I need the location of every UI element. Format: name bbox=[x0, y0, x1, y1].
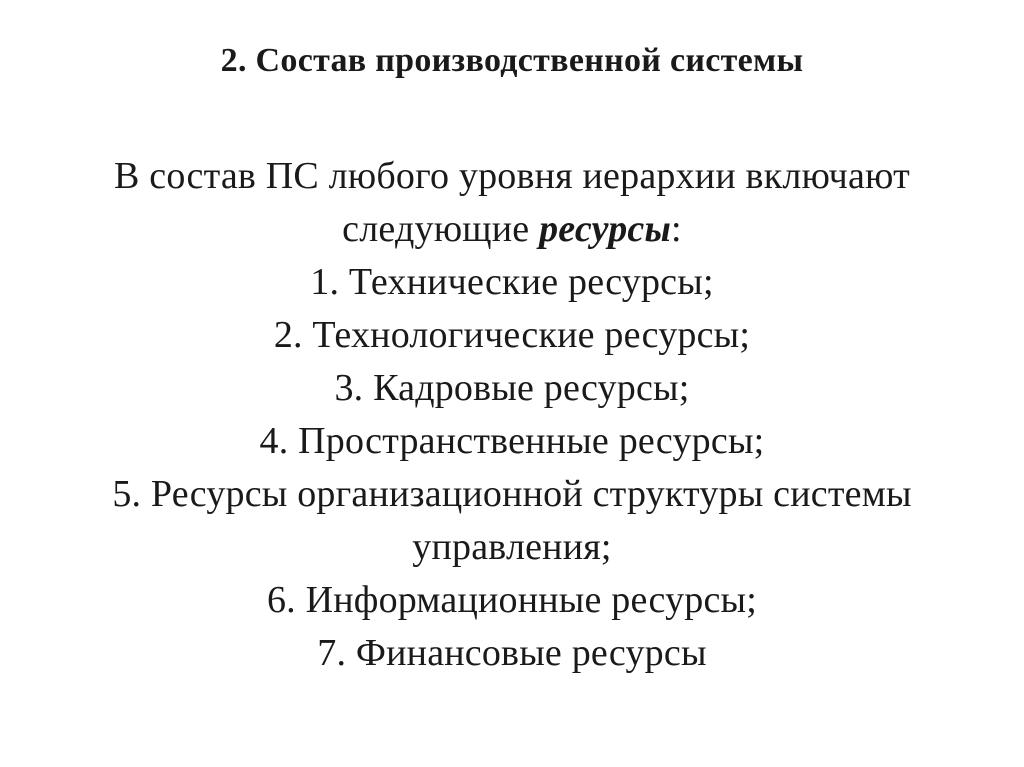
intro-line-1: В состав ПС любого уровня иерархии включают bbox=[114, 155, 910, 197]
intro-line-2 bbox=[30, 203, 994, 256]
list-item: 1. Технические ресурсы; bbox=[310, 261, 714, 303]
intro-prefix: следующие bbox=[342, 208, 540, 250]
list-item: 4. Пространственные ресурсы; bbox=[259, 420, 765, 462]
list-item: 5. Ресурсы организационной структуры системы bbox=[112, 473, 912, 515]
list-item: 3. Кадровые ресурсы; bbox=[334, 367, 690, 409]
slide-body bbox=[30, 150, 994, 680]
intro-emphasis: ресурсы bbox=[539, 208, 672, 250]
list-item: 6. Информационные ресурсы; bbox=[266, 579, 758, 621]
intro-suffix: : bbox=[671, 208, 682, 250]
list-item: 2. Технологические ресурсы; bbox=[273, 314, 751, 356]
list-item: 7. Финансовые ресурсы bbox=[317, 632, 707, 674]
list-item-continuation: управления; bbox=[412, 526, 612, 568]
slide-title: 2. Состав производственной системы bbox=[220, 42, 804, 79]
